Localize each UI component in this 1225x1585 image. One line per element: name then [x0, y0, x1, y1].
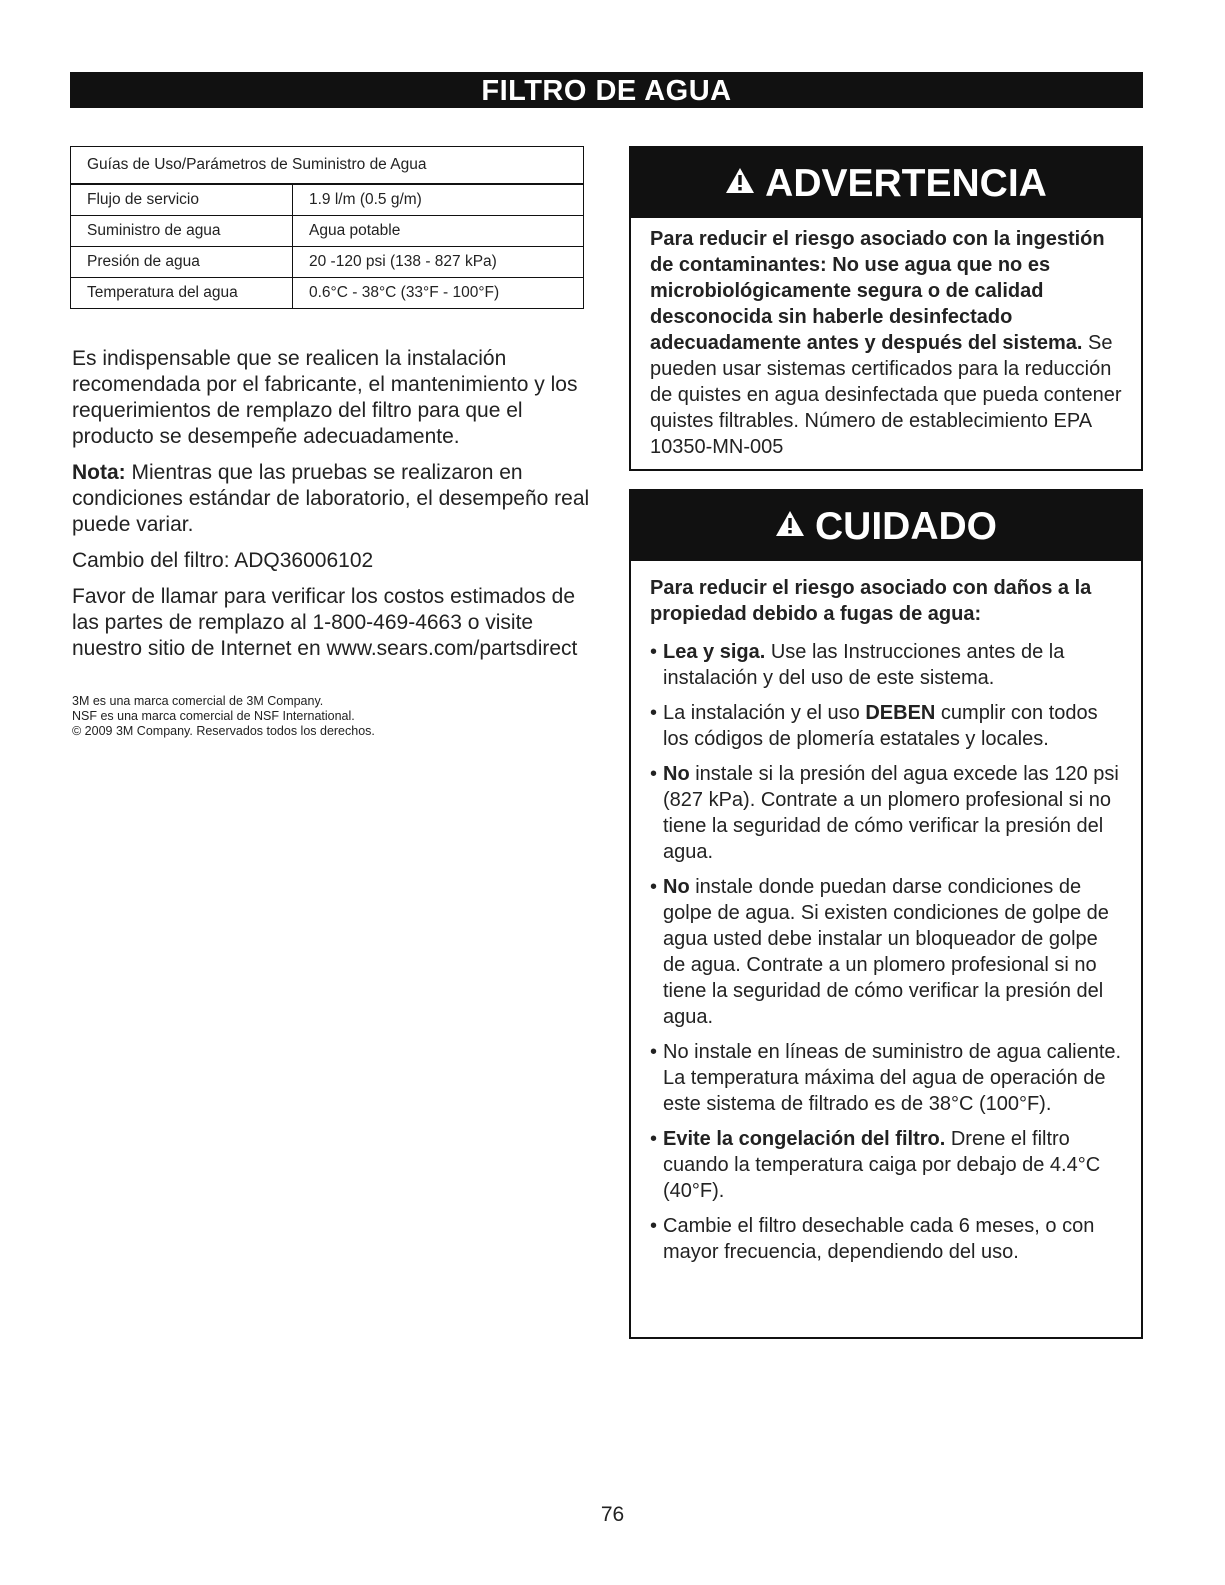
row-value: 20 -120 psi (138 - 827 kPa)	[293, 247, 584, 278]
trademark-line: 3M es una marca comercial de 3M Company.	[72, 694, 324, 708]
bullet-pre: La instalación y el uso	[663, 702, 866, 724]
trademark-line: NSF es una marca comercial de NSF International.	[72, 709, 355, 723]
list-item: • Lea y siga. Use las Instrucciones antes de la instalación y del uso de este sistema.	[650, 641, 1065, 689]
intro-paragraph: Es indispensable que se realicen la instalación recomendada por el fabricante, el mantenimiento y los requerimientos de remplazo del filtro para que el producto se desempeñe adecuadamente.	[72, 347, 578, 448]
table-row	[71, 278, 584, 309]
warning-title: ADVERTENCIA	[765, 162, 1047, 205]
bullet-bold: No	[663, 763, 690, 785]
bullet-text: No instale en líneas de suministro de agua caliente. La temperatura máxima del agua de operación de este sistema de filtrado es de 38°C (100°F).	[663, 1041, 1122, 1115]
list-item: • No instale donde puedan darse condiciones de golpe de agua. Si existen condiciones de golpe de agua usted debe instalar un bloqueador de golpe de agua. Contrate a un plomero profesional si no tiene la seguridad de cómo verificar la presión del agua.	[650, 876, 1109, 1028]
note-text: Mientras que las pruebas se realizaron en condiciones estándar de laboratorio, el desempeño real puede variar.	[72, 461, 590, 536]
bullet-bold: Lea y siga.	[663, 641, 766, 663]
warning-header	[631, 148, 1141, 218]
row-label: Suministro de agua	[71, 216, 293, 247]
bullet-text: Use las Instrucciones antes de la instalación y del uso de este sistema.	[663, 641, 1065, 689]
bullet-bold: DEBEN	[865, 702, 936, 724]
table-header-row	[71, 147, 584, 185]
row-value: Agua potable	[293, 216, 584, 247]
row-value: 1.9 l/m (0.5 g/m)	[293, 184, 584, 216]
bullet-text: cumplir con todos los códigos de plomería estatales y locales.	[663, 702, 1098, 750]
warning-triangle-icon	[725, 146, 755, 218]
table-row	[71, 216, 584, 247]
bullet-text: instale si la presión del agua excede las 120 psi (827 kPa). Contrate a un plomero profesional si no tiene la seguridad de cómo verificar la presión del agua.	[663, 763, 1119, 863]
warning-bold-text: Para reducir el riesgo asociado con la ingestión de contaminantes: No use agua que no es microbiológicamente segura o de calidad desconocida sin haberle desinfectado adecuadamente antes y después del sistema.	[650, 228, 1105, 354]
list-item: • No instale en líneas de suministro de agua caliente. La temperatura máxima del agua de operación de este sistema de filtrado es de 38°C (100°F).	[650, 1041, 1122, 1115]
contact-paragraph: Favor de llamar para verificar los costos estimados de las partes de remplazo al 1-800-469-4663 o visite nuestro sitio de Internet en www.sears.com/partsdirect	[72, 585, 578, 660]
caution-box	[629, 489, 1143, 1339]
section-banner	[70, 72, 1143, 108]
row-label: Temperatura del agua	[71, 278, 293, 309]
bullet-text: Drene el filtro cuando la temperatura caiga por debajo de 4.4°C (40°F).	[663, 1128, 1101, 1202]
water-parameters-table	[70, 146, 584, 309]
caution-lead: Para reducir el riesgo asociado con daños a la propiedad debido a fugas de agua:	[650, 577, 1092, 625]
fine-print	[72, 694, 592, 739]
caution-body	[631, 561, 1141, 1284]
bullet-text: Cambie el filtro desechable cada 6 meses, o con mayor frecuencia, dependiendo del uso.	[663, 1215, 1095, 1263]
caution-title: CUIDADO	[815, 505, 997, 548]
list-item: • Cambie el filtro desechable cada 6 meses, o con mayor frecuencia, dependiendo del uso.	[650, 1215, 1095, 1263]
row-label: Flujo de servicio	[71, 184, 293, 216]
warning-body	[631, 218, 1141, 470]
row-value: 0.6°C - 38°C (33°F - 100°F)	[293, 278, 584, 309]
page-number: 76	[600, 1503, 625, 1526]
list-item: • Evite la congelación del filtro. Drene el filtro cuando la temperatura caiga por debajo de 4.4°C (40°F).	[650, 1128, 1101, 1202]
table-row	[71, 247, 584, 278]
copyright-line: © 2009 3M Company. Reservados todos los derechos.	[72, 724, 375, 738]
bullet-bold: Evite la congelación del filtro.	[663, 1128, 946, 1150]
warning-box	[629, 146, 1143, 471]
left-column	[72, 346, 592, 739]
row-label: Presión de agua	[71, 247, 293, 278]
warning-triangle-icon	[775, 489, 805, 561]
warning-text: Se pueden usar sistemas certificados para la reducción de quistes en agua desinfectada que pueda contener quistes filtrables. Número de establecimiento EPA 10350-MN-005	[650, 332, 1122, 458]
filter-change-text: Cambio del filtro: ADQ36006102	[72, 549, 374, 572]
banner-title: FILTRO DE AGUA	[481, 75, 732, 107]
caution-list	[650, 639, 1123, 1265]
bullet-bold: No	[663, 876, 690, 898]
bullet-text: instale donde puedan darse condiciones de golpe de agua. Si existen condiciones de golpe de agua usted debe instalar un bloqueador de golpe de agua. Contrate a un plomero profesional si no tiene la seguridad de cómo verificar la presión del agua.	[663, 876, 1109, 1028]
table-row	[71, 184, 584, 216]
note-paragraph	[72, 460, 592, 538]
list-item: • No instale si la presión del agua excede las 120 psi (827 kPa). Contrate a un plomero profesional si no tiene la seguridad de cómo verificar la presión del agua.	[650, 763, 1119, 863]
list-item: • La instalación y el uso DEBEN cumplir con todos los códigos de plomería estatales y locales.	[650, 702, 1098, 750]
caution-header	[631, 491, 1141, 561]
table-header: Guías de Uso/Parámetros de Suministro de Agua	[71, 147, 584, 185]
note-label: Nota:	[72, 461, 126, 484]
